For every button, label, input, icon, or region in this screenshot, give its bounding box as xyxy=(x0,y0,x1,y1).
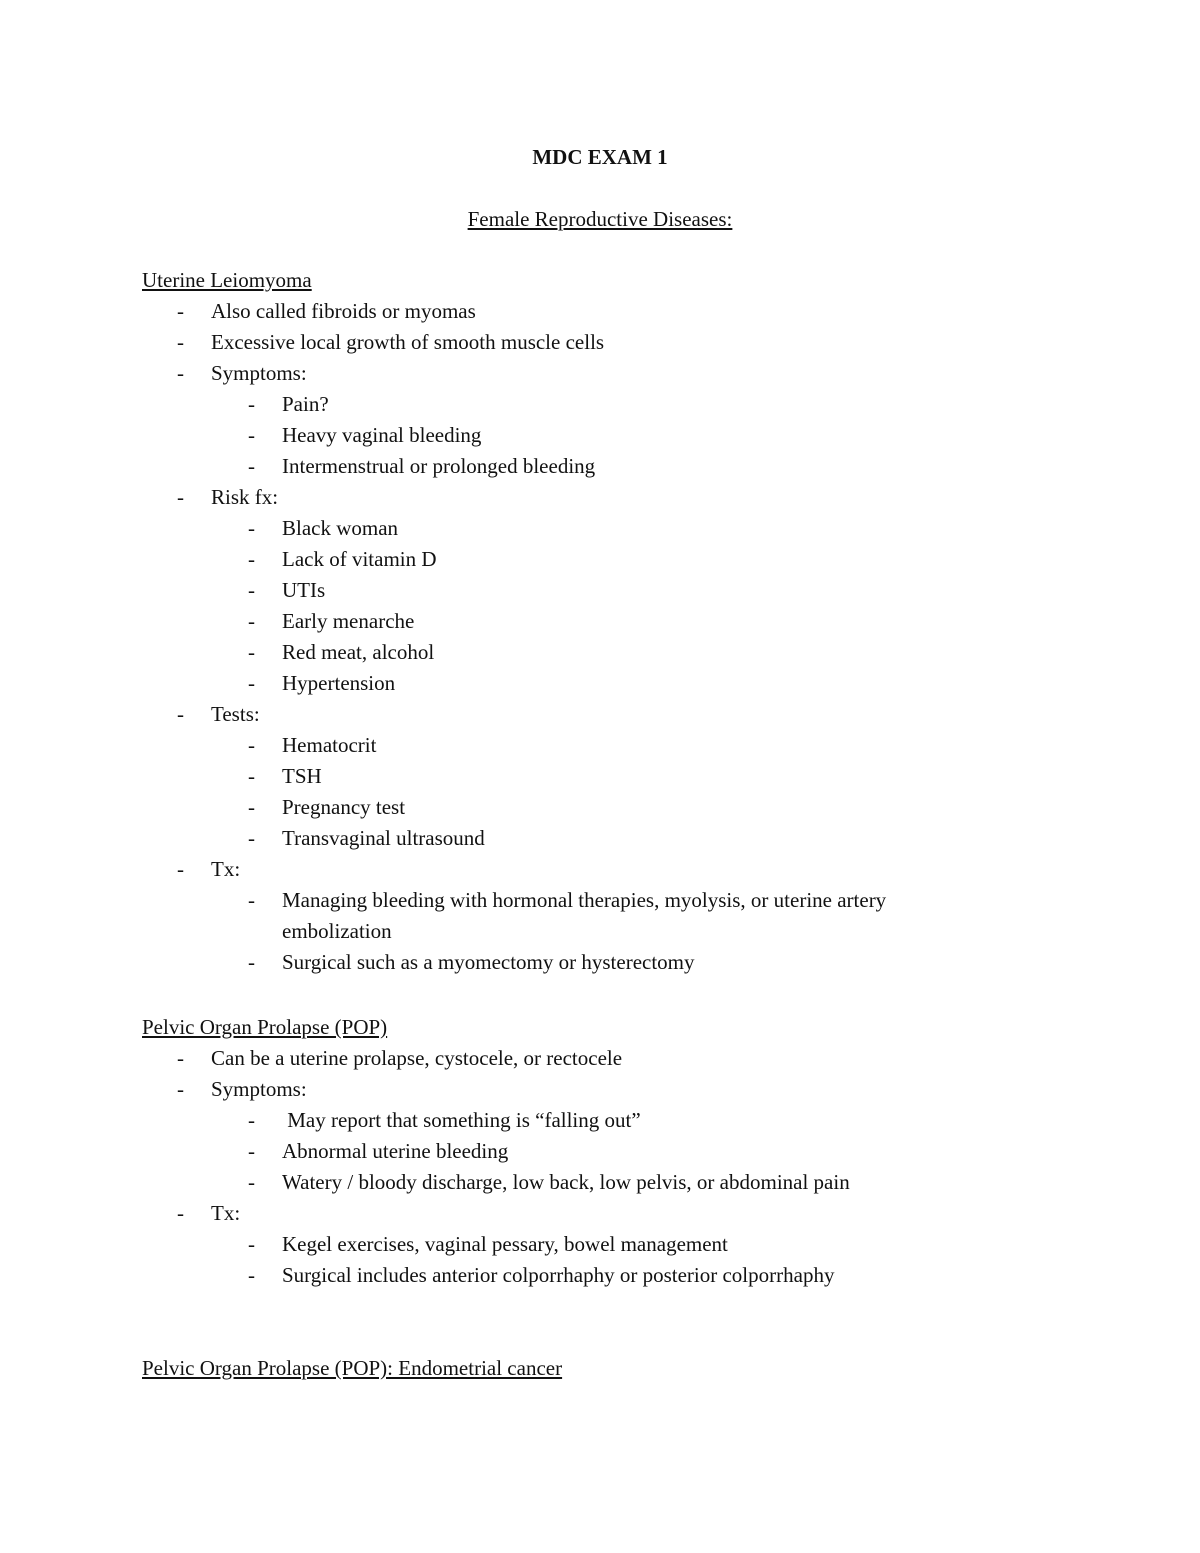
list-item-text: Tx: xyxy=(211,1201,241,1225)
bullet-dash: - xyxy=(177,299,184,323)
sub-list-item xyxy=(142,792,1042,823)
bullet-dash: - xyxy=(177,361,184,385)
list-item xyxy=(142,1043,1042,1074)
bullet-list xyxy=(142,296,1042,978)
sub-list-item xyxy=(142,1260,1042,1291)
section-uterine-leiomyoma xyxy=(142,265,1042,978)
list-item-text: Tx: xyxy=(211,857,241,881)
list-item-text: Heavy vaginal bleeding xyxy=(282,423,482,447)
list-item-text: Pain? xyxy=(282,392,329,416)
document-title: MDC EXAM 1 xyxy=(532,145,668,169)
sub-list-item xyxy=(142,730,1042,761)
list-item xyxy=(142,1074,1042,1105)
bullet-dash: - xyxy=(248,640,255,664)
sub-list-item xyxy=(142,389,1042,420)
sub-list-item xyxy=(142,637,1042,668)
list-item-text: Early menarche xyxy=(282,609,415,633)
section-heading: Pelvic Organ Prolapse (POP) xyxy=(142,1015,388,1039)
list-item-text: Managing bleeding with hormonal therapies, myolysis, or uterine artery embolization xyxy=(282,888,892,943)
list-item-text: Surgical such as a myomectomy or hysterectomy xyxy=(282,950,695,974)
list-item-text: Transvaginal ultrasound xyxy=(282,826,485,850)
bullet-dash: - xyxy=(177,1046,184,1070)
list-item-text: Excessive local growth of smooth muscle cells xyxy=(211,330,605,354)
sub-list-item xyxy=(142,885,1042,947)
bullet-dash: - xyxy=(248,609,255,633)
sub-list-item xyxy=(142,1105,1042,1136)
list-item-text: Lack of vitamin D xyxy=(282,547,437,571)
list-item-text: Also called fibroids or myomas xyxy=(211,299,476,323)
list-item-text: Surgical includes anterior colporrhaphy or posterior colporrhaphy xyxy=(282,1263,835,1287)
bullet-dash: - xyxy=(248,795,255,819)
list-item-text: Risk fx: xyxy=(211,485,279,509)
list-item-text: Tests: xyxy=(211,702,260,726)
bullet-dash: - xyxy=(248,764,255,788)
list-item xyxy=(142,482,1042,513)
list-item-text: Symptoms: xyxy=(211,361,307,385)
bullet-dash: - xyxy=(248,454,255,478)
list-item-text: Hematocrit xyxy=(282,733,377,757)
sub-list-item xyxy=(142,1136,1042,1167)
sub-list-item xyxy=(142,1229,1042,1260)
list-item-text: Kegel exercises, vaginal pessary, bowel management xyxy=(282,1232,728,1256)
list-item xyxy=(142,699,1042,730)
bullet-dash: - xyxy=(248,547,255,571)
list-item-text: Can be a uterine prolapse, cystocele, or rectocele xyxy=(211,1046,623,1070)
bullet-dash: - xyxy=(248,1232,255,1256)
sub-list-item xyxy=(142,668,1042,699)
sub-list-item xyxy=(142,544,1042,575)
bullet-dash: - xyxy=(177,1077,184,1101)
bullet-dash: - xyxy=(248,950,255,974)
section-heading: Uterine Leiomyoma xyxy=(142,268,312,292)
sub-list-item xyxy=(142,513,1042,544)
list-item-text: Abnormal uterine bleeding xyxy=(282,1139,509,1163)
list-item xyxy=(142,854,1042,885)
list-item-text: Watery / bloody discharge, low back, low pelvis, or abdominal pain xyxy=(282,1170,850,1194)
bullet-dash: - xyxy=(177,1201,184,1225)
bullet-dash: - xyxy=(248,826,255,850)
bullet-dash: - xyxy=(248,733,255,757)
list-item xyxy=(142,327,1042,358)
section-heading: Pelvic Organ Prolapse (POP): Endometrial cancer xyxy=(142,1356,563,1380)
list-item-text: Red meat, alcohol xyxy=(282,640,435,664)
sub-list-item xyxy=(142,947,1042,978)
section-pelvic-organ-prolapse xyxy=(142,1012,1042,1291)
list-item-text: TSH xyxy=(282,764,322,788)
list-item-text: Hypertension xyxy=(282,671,396,695)
sub-list-item xyxy=(142,420,1042,451)
list-item xyxy=(142,1198,1042,1229)
bullet-dash: - xyxy=(248,423,255,447)
bullet-dash: - xyxy=(248,671,255,695)
list-item-text: Black woman xyxy=(282,516,399,540)
bullet-dash: - xyxy=(177,702,184,726)
list-item xyxy=(142,358,1042,389)
sub-list-item xyxy=(142,451,1042,482)
bullet-dash: - xyxy=(248,392,255,416)
document-subtitle: Female Reproductive Diseases: xyxy=(467,207,733,231)
bullet-dash: - xyxy=(248,578,255,602)
bullet-dash: - xyxy=(177,485,184,509)
list-item-text: Pregnancy test xyxy=(282,795,406,819)
bullet-list xyxy=(142,1043,1042,1291)
sub-list-item xyxy=(142,575,1042,606)
sub-list-item xyxy=(142,606,1042,637)
list-item xyxy=(142,296,1042,327)
list-item-text: May report that something is “falling out” xyxy=(282,1108,641,1132)
bullet-dash: - xyxy=(248,1108,255,1132)
list-item-text: UTIs xyxy=(282,578,326,602)
list-item-text: Intermenstrual or prolonged bleeding xyxy=(282,454,596,478)
sub-list-item xyxy=(142,761,1042,792)
bullet-dash: - xyxy=(177,857,184,881)
sub-list-item xyxy=(142,823,1042,854)
bullet-dash: - xyxy=(248,1170,255,1194)
sub-list-item xyxy=(142,1167,1042,1198)
bullet-dash: - xyxy=(248,1263,255,1287)
bullet-dash: - xyxy=(177,330,184,354)
list-item-text: Symptoms: xyxy=(211,1077,307,1101)
bullet-dash: - xyxy=(248,1139,255,1163)
bullet-dash: - xyxy=(248,888,255,912)
section-endometrial-cancer xyxy=(142,1353,1042,1384)
bullet-dash: - xyxy=(248,516,255,540)
